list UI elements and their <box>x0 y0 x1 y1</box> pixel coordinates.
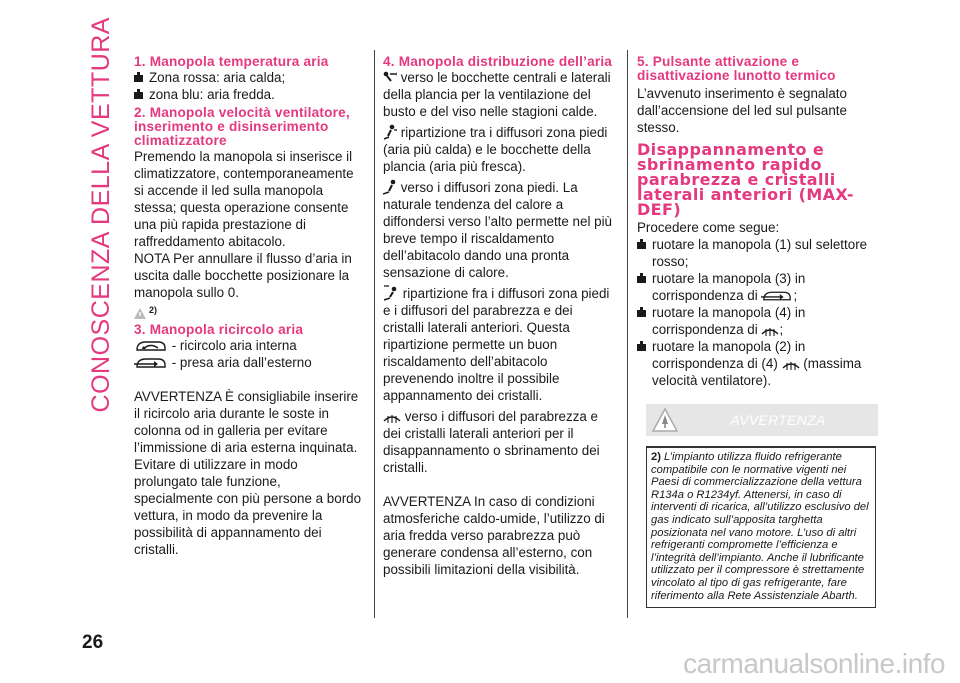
knob-bullet-icon <box>637 239 646 249</box>
recirculation-external-icon <box>134 356 168 370</box>
list-item-text-part: ; <box>779 322 784 337</box>
warning-triangle-icon <box>134 308 146 319</box>
recirculation-external-label: - presa aria dall’esterno <box>171 355 312 370</box>
section-side-title <box>84 17 118 413</box>
paragraph <box>383 285 615 404</box>
warning-number: 2) <box>651 451 661 463</box>
windscreen-defrost-icon <box>383 412 401 424</box>
paragraph <box>383 179 615 281</box>
warning-paragraph: AVVERTENZA In caso di condizioni atmosferiche caldo-umide, l’utilizzo di aria fredda verso parabrezza può generare condensa all’esterno, con possibili limitazioni della visibilità. <box>383 494 605 577</box>
knob-bullet-icon <box>637 341 646 351</box>
airflow-feet-windscreen-icon <box>383 285 399 301</box>
recirculation-external-icon <box>761 289 793 303</box>
heading-rear-window-button: 5. Pulsante attivazione e disattivazione lunotto termico <box>637 54 836 83</box>
list-item-text <box>652 338 877 389</box>
list-item-text: zona blu: aria fredda. <box>149 87 275 102</box>
column-divider <box>627 50 628 618</box>
warning-triangle-icon <box>652 408 678 432</box>
column-1 <box>134 55 362 558</box>
heading-fan-speed-knob: 2. Manopola velocità ventilatore, inserimento e disinserimento climatizzatore <box>134 105 350 148</box>
paragraph-text: ripartizione fra i diffusori zona piedi e i diffusori del parabrezza e dei cristalli laterali anteriori. Questa ripartizione permette un buon riscaldamento dell’abitacolo prevenendo inoltre il possibile appannamento dei cristalli. <box>383 286 610 403</box>
warning-text: L’impianto utilizza fluido refrigerante compatibile con le normative vigenti nei Paesi di commercializzazione della vettura R134a o R1234yf. Attenersi, in caso di interventi di ricarica, all’utilizzo esclusivo del gas indicato sull’apposita targhetta posizionata nel vano motore. L’uso di altri refrigeranti compromette l’efficienza e l’integrità dell’impianto. Anche il lubrificante utilizzato per il compressore è strettamente vincolato al tipo di gas refrigerante, fare riferimento alla Rete Assistenziale Abarth. <box>651 451 869 602</box>
list-item <box>637 236 877 270</box>
recirculation-internal-label: - ricircolo aria interna <box>171 338 297 353</box>
reference-number: 2) <box>149 305 158 315</box>
page-number: 26 <box>82 632 104 653</box>
side-title-text: CONOSCENZA DELLA VETTURA <box>86 17 115 413</box>
list-item-text: ruotare la manopola (1) sul selettore rosso; <box>652 237 868 269</box>
recirculation-internal-row <box>134 337 362 354</box>
note-paragraph: NOTA Per annullare il flusso d’aria in uscita dalle bocchette posizionare la manopola sullo 0. <box>134 251 352 300</box>
paragraph <box>383 124 615 175</box>
warning-reference <box>134 301 362 319</box>
list-item-text <box>652 304 877 338</box>
column-divider <box>374 50 375 618</box>
column-2 <box>383 55 615 578</box>
airflow-face-icon <box>383 71 397 85</box>
list-item-text-part: (massima velocità ventilatore). <box>652 356 862 388</box>
list-item-text-part: ; <box>793 288 798 303</box>
list-item <box>637 304 877 338</box>
warning-paragraph: AVVERTENZA È consigliabile inserire il ricircolo aria durante le soste in colonna od in galleria per evitare l’immissione di aria esterna inquinata. Evitare di utilizzare in modo prolungato tale funzione, specialmente con più persone a bordo vettura, in modo da prevenire la possibilità di appannamento dei cristalli. <box>134 389 362 557</box>
paragraph-text: verso i diffusori zona piedi. La naturale tendenza del calore a diffondersi verso l’alto permette nel più breve tempo il riscaldamento dell’abitacolo dando una pronta sensazione di calore. <box>383 180 613 280</box>
warning-body <box>646 446 876 608</box>
windscreen-defrost-icon <box>782 359 800 371</box>
knob-bullet-icon <box>637 273 646 283</box>
heading-temperature-knob: 1. Manopola temperatura aria <box>134 54 329 69</box>
knob-bullet-icon <box>134 72 143 82</box>
list-item-text: Zona rossa: aria calda; <box>149 70 286 85</box>
heading-max-def: Disappannamento e sbrinamento rapido parabrezza e cristalli laterali anteriori (MAX-DEF) <box>637 140 854 219</box>
paragraph <box>383 69 615 120</box>
list-item-text <box>652 270 877 304</box>
paragraph <box>383 408 615 476</box>
paragraph: Premendo la manopola si inserisce il climatizzatore, contemporaneamente si accende il led sulla manopola stessa; questa operazione consente una più rapida prestazione di raffreddamento abitacolo. <box>134 149 354 249</box>
list-item <box>637 270 877 304</box>
footer-watermark: carmanualsonline.info <box>683 648 945 679</box>
list-item-text-part: ruotare la manopola (2) in corrispondenza di (4) <box>652 339 806 371</box>
paragraph-text: verso le bocchette centrali e laterali della plancia per la ventilazione del busto e del viso nelle stagioni calde. <box>383 70 611 119</box>
airflow-feet-icon <box>383 179 397 195</box>
airflow-face-feet-icon <box>383 124 397 140</box>
heading-recirculation-knob: 3. Manopola ricircolo aria <box>134 322 304 337</box>
recirculation-external-row <box>134 354 362 371</box>
paragraph: L’avvenuto inserimento è segnalato dall’accensione del led sul pulsante stesso. <box>637 86 847 135</box>
column-3 <box>637 55 877 389</box>
list-item <box>637 338 877 389</box>
heading-air-distribution-knob: 4. Manopola distribuzione dell’aria <box>383 54 613 69</box>
windscreen-defrost-icon <box>761 325 779 337</box>
knob-bullet-icon <box>134 89 143 99</box>
paragraph-text: ripartizione tra i diffusori zona piedi (aria più calda) e le bocchette della plancia (aria più fresca). <box>383 125 608 174</box>
list-item <box>134 69 362 86</box>
list-item <box>134 86 362 103</box>
list-item-text-part: ruotare la manopola (3) in corrispondenza di <box>652 271 806 303</box>
recirculation-internal-icon <box>134 339 168 353</box>
list-item-text-part: ruotare la manopola (4) in corrispondenza di <box>652 305 806 337</box>
paragraph: Procedere come segue: <box>637 220 780 235</box>
paragraph-text: verso i diffusori del parabrezza e dei cristalli laterali anteriori per il disappannamento o sbrinamento dei cristalli. <box>383 409 600 475</box>
warning-header <box>646 404 878 436</box>
knob-bullet-icon <box>637 307 646 317</box>
warning-title: AVVERTENZA <box>730 412 826 428</box>
